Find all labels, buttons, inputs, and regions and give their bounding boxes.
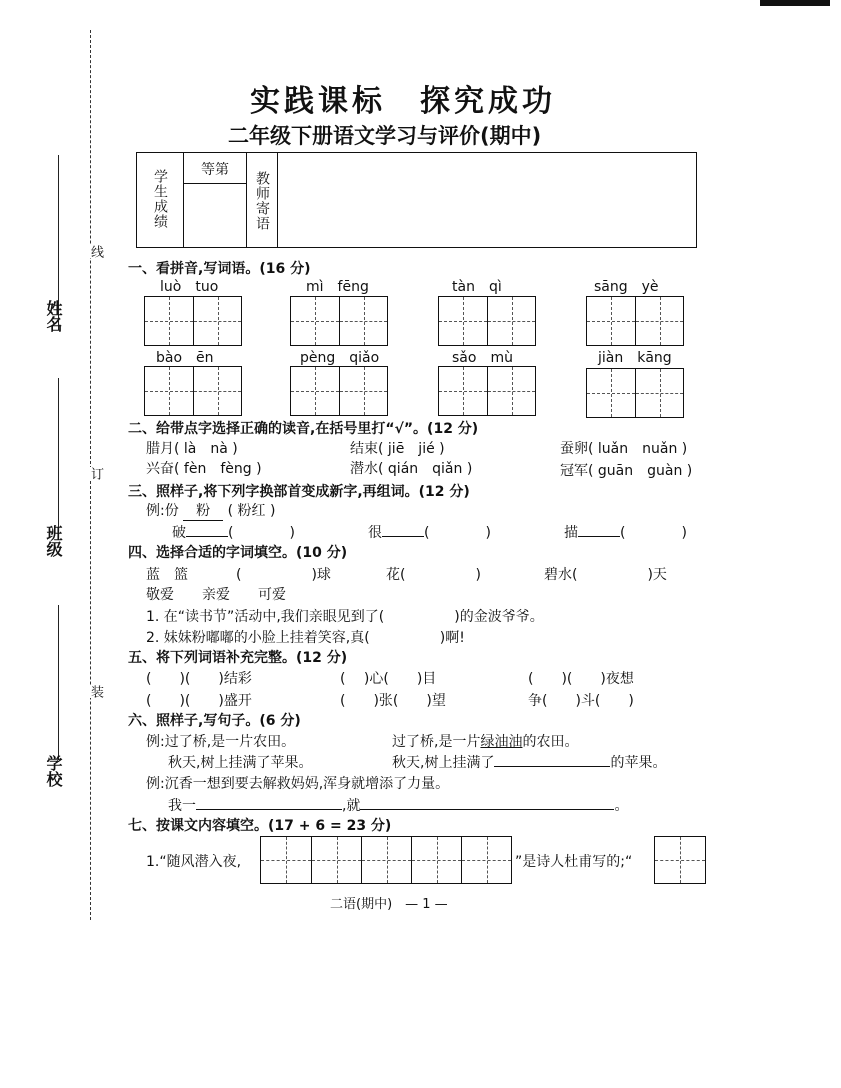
q6-example-1-answer: 过了桥,是一片绿油油的农田。 bbox=[392, 734, 579, 750]
q7-answer-grid-2[interactable] bbox=[654, 836, 706, 884]
page-subtitle: 二年级下册语文学习与评价(期中) bbox=[228, 124, 542, 148]
q3-char-3: 描 bbox=[564, 525, 578, 541]
pinyin-5: bào ēn bbox=[156, 350, 214, 366]
q2-item-1[interactable]: 腊月( là nà ) bbox=[146, 441, 238, 457]
line-mark: 线 bbox=[88, 245, 103, 258]
school-blank bbox=[58, 605, 59, 760]
q2-item-5[interactable]: 潜水( qián qiǎn ) bbox=[350, 461, 473, 477]
q4-sentence-1: 1. 在“读书节”活动中,我们亲眼见到了( )的金波爷爷。 bbox=[146, 609, 544, 625]
write-box-5[interactable] bbox=[144, 366, 242, 416]
q4-water: 碧水( )天 bbox=[544, 567, 667, 583]
q3-char-1: 破 bbox=[172, 525, 186, 541]
q3-blank-1[interactable] bbox=[186, 536, 228, 537]
q5-r2-3[interactable]: 争( )斗( ) bbox=[528, 693, 634, 709]
teacher-note-area[interactable] bbox=[278, 153, 697, 248]
q2-item-2[interactable]: 结束( jiē jié ) bbox=[350, 441, 445, 457]
write-box-2[interactable] bbox=[290, 296, 388, 346]
score-table bbox=[136, 152, 697, 248]
q4-heading: 四、选择合适的字词填空。(10 分) bbox=[128, 545, 348, 561]
q2-item-6[interactable]: 冠军( guān guàn ) bbox=[560, 463, 693, 479]
q6-blank-2[interactable] bbox=[196, 809, 342, 810]
q2-item-3[interactable]: 蚕卵( luǎn nuǎn ) bbox=[560, 441, 688, 457]
grade-label: 等第 bbox=[201, 162, 229, 178]
page-title: 实践课标 探究成功 bbox=[250, 84, 556, 119]
q6-sentence-1: 秋天,树上挂满了苹果。 bbox=[168, 755, 313, 771]
q6-example-2: 例:沉香一想到要去解救妈妈,浑身就增添了力量。 bbox=[146, 776, 450, 792]
q3-item-2: 很 ( ) bbox=[368, 525, 491, 541]
q3-heading: 三、照样子,将下列字换部首变成新字,再组词。(12 分) bbox=[128, 484, 470, 500]
q6-blank-1[interactable] bbox=[494, 766, 610, 767]
q4-chars: 蓝 篮 bbox=[146, 567, 188, 583]
pinyin-4: sāng yè bbox=[594, 279, 659, 295]
q7-answer-grid-1[interactable] bbox=[260, 836, 512, 884]
q7-line1-b: ”是诗人杜甫写的;“ bbox=[515, 854, 633, 870]
write-box-1[interactable] bbox=[144, 296, 242, 346]
ding-mark: 订 bbox=[88, 467, 103, 480]
write-box-7[interactable] bbox=[438, 366, 536, 416]
scan-top-bar bbox=[760, 0, 830, 6]
q3-example bbox=[146, 500, 275, 521]
q7-line1-a: 1.“随风潜入夜, bbox=[146, 854, 242, 870]
class-blank bbox=[58, 378, 59, 538]
q3-char-2: 很 bbox=[368, 525, 382, 541]
q6-sentence-2: 我一 ,就 。 bbox=[168, 798, 629, 814]
write-box-6[interactable] bbox=[290, 366, 388, 416]
q5-r1-3[interactable]: ( )( )夜想 bbox=[528, 671, 634, 687]
q3-blank-2[interactable] bbox=[382, 536, 424, 537]
write-box-8[interactable] bbox=[586, 368, 684, 418]
write-box-4[interactable] bbox=[586, 296, 684, 346]
q2-heading: 二、给带点字选择正确的读音,在括号里打“√”。(12 分) bbox=[128, 421, 479, 437]
q5-r1-1[interactable]: ( )( )结彩 bbox=[146, 671, 252, 687]
q6-example-1: 例:过了桥,是一片农田。 bbox=[146, 734, 296, 750]
q4-sentence-2: 2. 妹妹粉嘟嘟的小脸上挂着笑容,真( )啊! bbox=[146, 630, 465, 646]
name-label: 姓名 bbox=[44, 300, 63, 332]
q7-heading: 七、按课文内容填空。(17 + 6 = 23 分) bbox=[128, 818, 392, 834]
q4-flower: 花( ) bbox=[386, 567, 481, 583]
grade-area[interactable] bbox=[184, 184, 247, 248]
q3-example-answer: 粉 bbox=[183, 500, 223, 521]
pinyin-1: luò tuo bbox=[160, 279, 219, 295]
teacher-note-label: 教师寄语 bbox=[254, 171, 270, 231]
write-box-3[interactable] bbox=[438, 296, 536, 346]
zhuang-mark: 装 bbox=[88, 685, 103, 698]
q6-blank-3[interactable] bbox=[360, 809, 614, 810]
q1-heading: 一、看拼音,写词语。(16 分) bbox=[128, 261, 311, 277]
pinyin-8: jiàn kāng bbox=[598, 350, 672, 366]
q5-r2-2[interactable]: ( )张( )望 bbox=[340, 693, 446, 709]
class-label: 班级 bbox=[44, 525, 63, 557]
q5-r1-2[interactable]: ( )心( )目 bbox=[340, 671, 437, 687]
q5-heading: 五、将下列词语补充完整。(12 分) bbox=[128, 650, 348, 666]
school-label: 学校 bbox=[44, 755, 63, 787]
q2-item-4[interactable]: 兴奋( fèn fèng ) bbox=[146, 461, 262, 477]
q3-item-3: 描 ( ) bbox=[564, 525, 687, 541]
q3-example-word: ( 粉红 ) bbox=[227, 503, 276, 519]
q5-r2-1[interactable]: ( )( )盛开 bbox=[146, 693, 252, 709]
pinyin-6: pèng qiǎo bbox=[300, 350, 380, 366]
pinyin-2: mì fēng bbox=[306, 279, 369, 295]
page-footer: 二语(期中) — 1 — bbox=[330, 897, 448, 912]
pinyin-7: sǎo mù bbox=[452, 350, 513, 366]
q6-sentence-1-rewrite: 秋天,树上挂满了 的苹果。 bbox=[392, 755, 667, 771]
q6-heading: 六、照样子,写句子。(6 分) bbox=[128, 713, 301, 729]
student-score-label: 学生成绩 bbox=[152, 169, 168, 229]
q4-ball: ( )球 bbox=[236, 567, 331, 583]
pinyin-3: tàn qì bbox=[452, 279, 502, 295]
q4-words: 敬爱 亲爱 可爱 bbox=[146, 587, 286, 603]
q3-item-1: 破 ( ) bbox=[172, 525, 295, 541]
q3-blank-3[interactable] bbox=[578, 536, 620, 537]
q3-example-char: 例:份 bbox=[146, 503, 179, 519]
